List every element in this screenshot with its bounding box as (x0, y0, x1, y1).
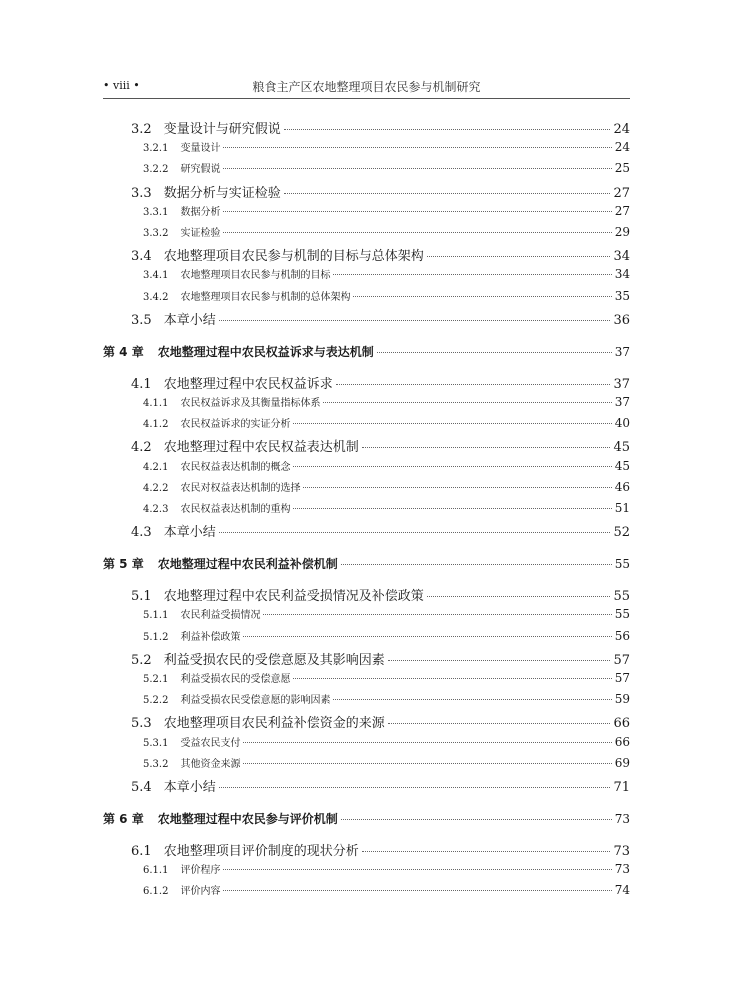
toc-entry-title: 本章小结 (163, 312, 216, 328)
toc-entry-page: 57 (614, 671, 630, 685)
toc-section-entry (103, 245, 630, 264)
toc-section-entry (103, 649, 630, 668)
toc-dot-leader (223, 869, 611, 870)
toc-entry-page: 37 (613, 376, 630, 392)
toc-entry-title: 受益农民支付 (180, 737, 241, 749)
toc-dot-leader (377, 352, 612, 353)
toc-entry-page: 40 (614, 416, 630, 431)
toc-dot-leader (388, 723, 611, 724)
toc-entry-page: 36 (613, 312, 630, 328)
toc-subsection-entry (103, 415, 630, 430)
toc-entry-number: 第 5 章 (103, 557, 144, 572)
toc-subsection-entry (103, 882, 630, 897)
toc-entry-number: 第 4 章 (103, 344, 144, 359)
toc-dot-leader (341, 819, 612, 820)
toc-entry-page: 66 (614, 734, 630, 749)
toc-entry-page: 24 (613, 122, 630, 137)
toc-dot-leader (427, 596, 611, 597)
toc-entry-page: 51 (614, 501, 630, 515)
toc-entry-page: 45 (614, 458, 630, 473)
toc-entry-title: 农地整理过程中农民参与评价机制 (157, 812, 338, 826)
toc-entry-page: 57 (613, 652, 630, 668)
toc-entry-title: 变量设计与研究假说 (163, 122, 281, 137)
toc-chapter-entry (103, 343, 630, 360)
toc-entry-title: 农地整理过程中农民利益补偿机制 (157, 557, 338, 572)
toc-dot-leader (293, 508, 611, 509)
toc-entry-number: 5.1.2 (143, 631, 169, 643)
toc-entry-page: 46 (614, 479, 630, 494)
toc-entry-number: 5.3.2 (143, 758, 169, 770)
toc-entry-title: 农地整理过程中农民权益诉求与表达机制 (157, 344, 374, 359)
toc-entry-number: 4.2.3 (143, 504, 169, 515)
toc-dot-leader (223, 147, 611, 148)
toc-entry-page: 69 (614, 755, 630, 770)
toc-entry-number: 3.4.1 (143, 270, 169, 282)
toc-entry-title: 农地整理项目农民参与机制的总体架构 (180, 291, 351, 303)
toc-dot-leader (336, 384, 611, 385)
toc-dot-leader (219, 787, 611, 788)
toc-dot-leader (293, 466, 611, 467)
toc-entry-page: 27 (614, 203, 630, 218)
toc-entry-number: 3.4 (131, 249, 152, 265)
toc-entry-title: 变量设计 (180, 143, 221, 155)
toc-entry-title: 数据分析与实证检验 (163, 185, 281, 201)
toc-entry-number: 4.2 (131, 440, 152, 456)
toc-dot-leader (223, 232, 611, 233)
toc-subsection-entry (103, 734, 630, 749)
toc-entry-title: 农民利益受损情况 (180, 610, 261, 622)
toc-dot-leader (333, 274, 611, 275)
toc-entry-page: 74 (614, 883, 630, 898)
toc-entry-page: 37 (614, 395, 630, 409)
toc-dot-leader (388, 660, 611, 661)
toc-subsection-entry (103, 160, 630, 175)
toc-entry-title: 农地整理过程中农民利益受损情况及补偿政策 (163, 589, 424, 605)
toc-entry-page: 73 (613, 844, 630, 859)
toc-entry-number: 3.2.1 (143, 143, 169, 155)
toc-subsection-entry (103, 479, 630, 494)
toc-entry-page: 35 (614, 288, 630, 303)
toc-entry-title: 农民权益诉求及其衡量指标体系 (180, 398, 321, 409)
toc-subsection-entry (103, 691, 630, 706)
toc-entry-title: 研究假说 (180, 164, 221, 176)
toc-entry-title: 农地整理项目农民参与机制的目标与总体架构 (163, 249, 424, 265)
toc-entry-page: 59 (614, 692, 630, 707)
toc-entry-page: 34 (613, 249, 630, 265)
toc-entry-number: 5.2.1 (143, 674, 169, 685)
toc-subsection-entry (103, 755, 630, 770)
toc-entry-number: 4.3 (131, 525, 152, 541)
toc-entry-number: 4.1.1 (143, 398, 169, 409)
toc-entry-title: 农地整理项目评价制度的现状分析 (163, 844, 359, 859)
toc-section-entry (103, 776, 630, 795)
toc-chapter-entry (103, 810, 630, 827)
toc-entry-number: 3.2.2 (143, 164, 169, 176)
running-title: 粮食主产区农地整理项目农民参与机制研究 (252, 80, 481, 94)
toc-dot-leader (362, 447, 611, 448)
toc-entry-number: 5.2.2 (143, 695, 169, 707)
toc-dot-leader (353, 296, 611, 297)
toc-dot-leader (243, 742, 611, 743)
toc-subsection-entry (103, 606, 630, 621)
toc-entry-title: 本章小结 (163, 780, 216, 795)
toc-dot-leader (219, 320, 611, 321)
toc-entry-number: 3.3.2 (143, 228, 169, 239)
toc-dot-leader (362, 851, 611, 852)
toc-dot-leader (427, 256, 611, 257)
toc-section-entry (103, 118, 630, 137)
toc-entry-number: 5.1 (131, 589, 152, 605)
toc-entry-number: 3.5 (131, 312, 152, 328)
toc-entry-number: 6.1.2 (143, 886, 169, 898)
toc-entry-title: 实证检验 (180, 228, 221, 239)
toc-dot-leader (243, 636, 611, 637)
toc-entry-number: 6.1.1 (143, 865, 169, 877)
toc-entry-title: 农民权益表达机制的重构 (180, 504, 291, 515)
toc-subsection-entry (103, 670, 630, 685)
toc-section-entry (103, 840, 630, 859)
toc-entry-number: 5.4 (131, 780, 152, 795)
toc-dot-leader (243, 763, 611, 764)
toc-dot-leader (284, 129, 611, 130)
toc-dot-leader (293, 423, 611, 424)
toc-entry-number: 5.3 (131, 716, 152, 732)
toc-subsection-entry (103, 266, 630, 281)
toc-section-entry (103, 436, 630, 455)
toc-entry-title: 利益受损农民的受偿意愿及其影响因素 (163, 652, 385, 668)
toc-dot-leader (323, 402, 611, 403)
page-header (103, 76, 630, 99)
toc-entry-number: 3.3.1 (143, 206, 169, 218)
toc-dot-leader (263, 614, 611, 615)
toc-subsection-entry (103, 861, 630, 876)
toc-entry-title: 农民对权益表达机制的选择 (180, 482, 301, 494)
toc-entry-page: 34 (614, 267, 630, 282)
toc-entry-page: 25 (614, 161, 630, 176)
toc-dot-leader (223, 211, 611, 212)
toc-entry-page: 24 (614, 140, 630, 155)
toc-subsection-entry (103, 203, 630, 218)
toc-dot-leader (333, 699, 611, 700)
toc-entry-number: 4.2.1 (143, 461, 169, 473)
toc-entry-number: 4.2.2 (143, 482, 169, 494)
toc-dot-leader (223, 890, 611, 891)
toc-entry-page: 71 (613, 780, 630, 795)
toc-subsection-entry (103, 458, 630, 473)
toc-dot-leader (303, 487, 611, 488)
toc-section-entry (103, 182, 630, 201)
toc-entry-page: 73 (614, 812, 630, 826)
toc-entry-title: 农民权益表达机制的概念 (180, 461, 291, 473)
toc-entry-page: 55 (614, 557, 630, 572)
toc-entry-number: 4.1 (131, 376, 152, 392)
toc-entry-page: 66 (613, 716, 630, 732)
toc-entry-title: 评价内容 (180, 886, 221, 898)
toc-entry-page: 73 (614, 862, 630, 877)
toc-dot-leader (293, 678, 611, 679)
toc-entry-title: 本章小结 (163, 525, 216, 541)
toc-entry-number: 3.4.2 (143, 291, 169, 303)
toc-entry-title: 利益受损农民的受偿意愿 (180, 674, 291, 685)
toc-subsection-entry (103, 224, 630, 239)
toc-section-entry (103, 521, 630, 540)
toc-entry-page: 37 (614, 344, 630, 359)
toc-entry-number: 4.1.2 (143, 419, 169, 431)
toc-entry-number: 6.1 (131, 844, 152, 859)
toc-entry-page: 55 (614, 607, 630, 622)
toc-entry-number: 5.3.1 (143, 737, 169, 749)
toc-entry-page: 52 (613, 525, 630, 541)
toc-entry-title: 农民权益诉求的实证分析 (180, 419, 291, 431)
toc-dot-leader (223, 168, 611, 169)
toc-entry-number: 3.3 (131, 185, 152, 201)
toc-subsection-entry (103, 500, 630, 515)
toc-entry-number: 5.1.1 (143, 610, 169, 622)
toc-section-entry (103, 712, 630, 731)
toc-entry-title: 评价程序 (180, 865, 221, 877)
toc-entry-number: 第 6 章 (103, 812, 144, 826)
toc-entry-number: 5.2 (131, 652, 152, 668)
toc-entry-page: 29 (614, 225, 630, 239)
toc-entry-page: 55 (613, 589, 630, 605)
toc-entry-title: 利益受损农民受偿意愿的影响因素 (180, 695, 331, 707)
toc-subsection-entry (103, 139, 630, 154)
toc-section-entry (103, 309, 630, 328)
toc-entry-title: 农地整理过程中农民权益表达机制 (163, 440, 359, 456)
toc-entry-page: 56 (614, 628, 630, 643)
toc-entry-page: 45 (613, 440, 630, 456)
toc-dot-leader (284, 193, 611, 194)
toc-entry-title: 其他资金来源 (180, 758, 241, 770)
toc-dot-leader (219, 532, 611, 533)
toc-subsection-entry (103, 288, 630, 303)
toc-section-entry (103, 585, 630, 604)
toc-entry-title: 农地整理过程中农民权益诉求 (163, 376, 333, 392)
toc-entry-title: 数据分析 (180, 206, 221, 218)
toc-section-entry (103, 373, 630, 392)
toc-entry-number: 3.2 (131, 122, 152, 137)
page-number: • viii • (103, 79, 140, 92)
toc-entry-title: 利益补偿政策 (180, 631, 241, 643)
toc-dot-leader (341, 564, 612, 565)
toc-entry-title: 农地整理项目农民利益补偿资金的来源 (163, 716, 385, 732)
toc-subsection-entry (103, 628, 630, 643)
toc-chapter-entry (103, 555, 630, 572)
toc-entry-page: 27 (613, 185, 630, 201)
toc-subsection-entry (103, 394, 630, 409)
toc-entry-title: 农地整理项目农民参与机制的目标 (180, 270, 331, 282)
